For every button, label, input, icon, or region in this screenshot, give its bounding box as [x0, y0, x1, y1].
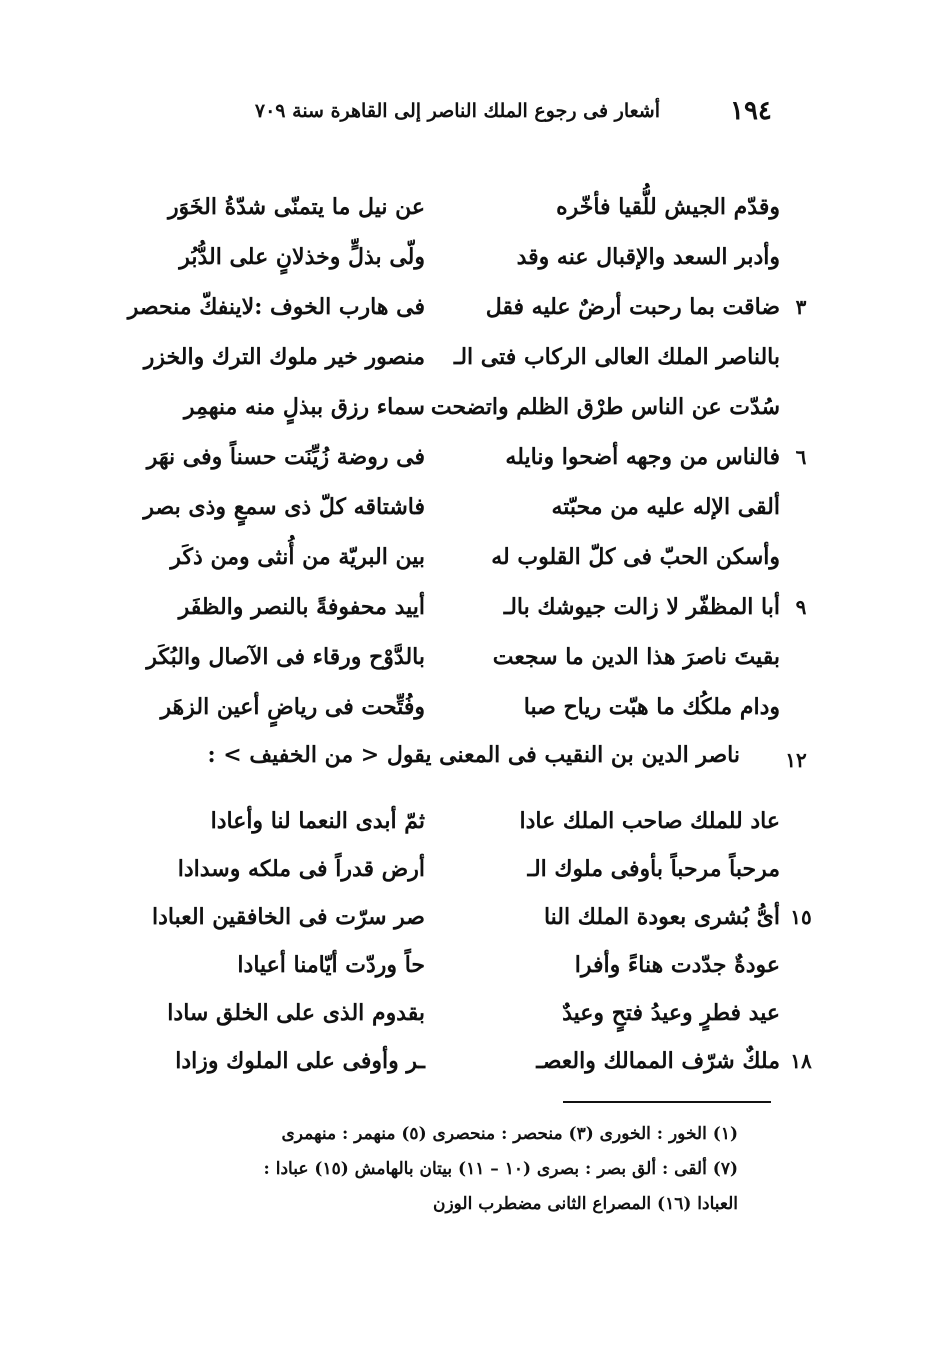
first-hemistich: وأسكن الحبّ فى كلّ القلوب له	[491, 544, 780, 570]
second-hemistich: حاً وردّت أيّامنا أعيادا	[237, 952, 425, 978]
verse-number: ٩	[795, 595, 807, 619]
second-hemistich: بقدوم الذى على الخلق سادا	[167, 1000, 425, 1026]
verse-number: ٣	[795, 295, 807, 319]
verse-row	[0, 232, 944, 282]
second-hemistich: عن نيل ما يتمنّى شدّةُ الخَوَر	[167, 194, 425, 220]
first-hemistich: أىُّ بُشرى بعودة الملك النا	[543, 904, 780, 930]
footnote-line: (٧) ألقى : ألق بصر : بصرى (١٠ – ١١) بيتان بالهامش (١٥) عبادا :	[263, 1159, 738, 1179]
verse-number: ١٢	[785, 748, 807, 772]
first-hemistich: سُدّت عن الناس طرْق الظلم واتضحت	[430, 394, 780, 420]
verse-row	[0, 892, 944, 942]
running-title: أشعار فى رجوع الملك الناصر إلى القاهرة سنة ٧٠٩	[254, 100, 660, 122]
first-hemistich: وقدّم الجيش للُّقيا فأخّره	[556, 194, 780, 220]
verse-row	[0, 532, 944, 582]
second-hemistich: ولّى بذلٍّ وخذلانٍ على الدُّبُر	[179, 244, 425, 270]
second-hemistich: ثمّ أبدى النعما لنا وأعادا	[210, 808, 425, 834]
verse-number: ١٨	[790, 1049, 812, 1073]
page-number: ١٩٤	[730, 96, 772, 126]
second-hemistich: ـر وأوفى على الملوك وزادا	[175, 1048, 425, 1074]
first-hemistich: مرحباً مرحباً بأوفى ملوك الـ	[527, 856, 780, 882]
second-hemistich: صر سرّت فى الخافقين العبادا	[151, 904, 425, 930]
verse-number: ١٥	[790, 905, 812, 929]
verse-row	[0, 182, 944, 232]
verse-row	[0, 432, 944, 482]
footnote-divider	[563, 1101, 771, 1103]
verse-row	[0, 1036, 944, 1086]
first-hemistich: فالناس من وجهه أضحوا ونايله	[505, 444, 780, 470]
verse-row	[0, 332, 944, 382]
second-hemistich: أرض قدراً فى ملكه وسدادا	[177, 856, 425, 882]
verse-number: ٦	[795, 445, 807, 469]
verse-row	[0, 844, 944, 894]
second-hemistich: بين البريّة من أُنثى ومن ذكَر	[170, 544, 425, 570]
first-hemistich: ألقى الإله عليه من محبّته	[551, 494, 780, 520]
verse-row	[0, 482, 944, 532]
second-hemistich: وفُتِّحت فى رياضٍ أعين الزهَر	[160, 694, 425, 720]
verse-row	[0, 582, 944, 632]
first-hemistich: بالناصر الملك العالى الركاب فتى الـ	[453, 344, 780, 370]
second-hemistich: فاشتاقه كلّ ذى سمعٍ وذى بصر	[143, 494, 425, 520]
footnote-line: العبادا (١٦) المصراع الثانى مضطرب الوزن	[432, 1194, 738, 1214]
verse-row	[0, 682, 944, 732]
second-hemistich: فى هارب الخوف :لاينفكّ منحصر	[127, 294, 425, 320]
first-hemistich: ملكٌ شرّف الممالك والعصـ	[536, 1048, 780, 1074]
second-hemistich: سماء رزق ببذلٍ منه منهمِر	[183, 394, 425, 420]
second-hemistich: منصور خير ملوك الترك والخزر	[143, 344, 425, 370]
verse-row	[0, 796, 944, 846]
verse-row	[0, 988, 944, 1038]
first-hemistich: وأدبر السعد والإقبال عنه وقد	[516, 244, 780, 270]
verse-row	[0, 282, 944, 332]
second-hemistich: بالدَّوْح ورقاء فى الآصال والبُكَر	[146, 644, 425, 670]
verse-row	[0, 382, 944, 432]
first-hemistich: ودام ملكُك ما هبّت رياح صبا	[523, 694, 780, 720]
first-hemistich: بقيتَ ناصرَ هذا الدين ما سجعت	[492, 644, 780, 670]
second-hemistich: أييد محفوفةً بالنصر والظفَر	[178, 594, 425, 620]
first-hemistich: عيد فطرٍ وعيدُ فتحٍ وعيدٌ	[562, 1000, 780, 1026]
second-hemistich: فى روضة زُيِّنَت حسناً وفى نهَر	[146, 444, 425, 470]
poem-intro: ناصر الدين بن النقيب فى المعنى يقول < من الخفيف > :	[207, 742, 740, 768]
first-hemistich: ضاقت بما رحبت أرضٌ عليه فقل	[485, 294, 780, 320]
footnote-line: (١) الخور : الخورى (٣) منحصر : منحصرى (٥) منهمر : منهمرى	[281, 1124, 738, 1144]
verse-row	[0, 632, 944, 682]
verse-row	[0, 940, 944, 990]
first-hemistich: أبا المظفّر لا زالت جيوشك بالـ	[503, 594, 780, 620]
first-hemistich: عاد للملك صاحب الملك عادا	[519, 808, 780, 834]
first-hemistich: عودةٌ جدّدت هناءً وأفرا	[574, 952, 780, 978]
page-header	[0, 96, 944, 136]
